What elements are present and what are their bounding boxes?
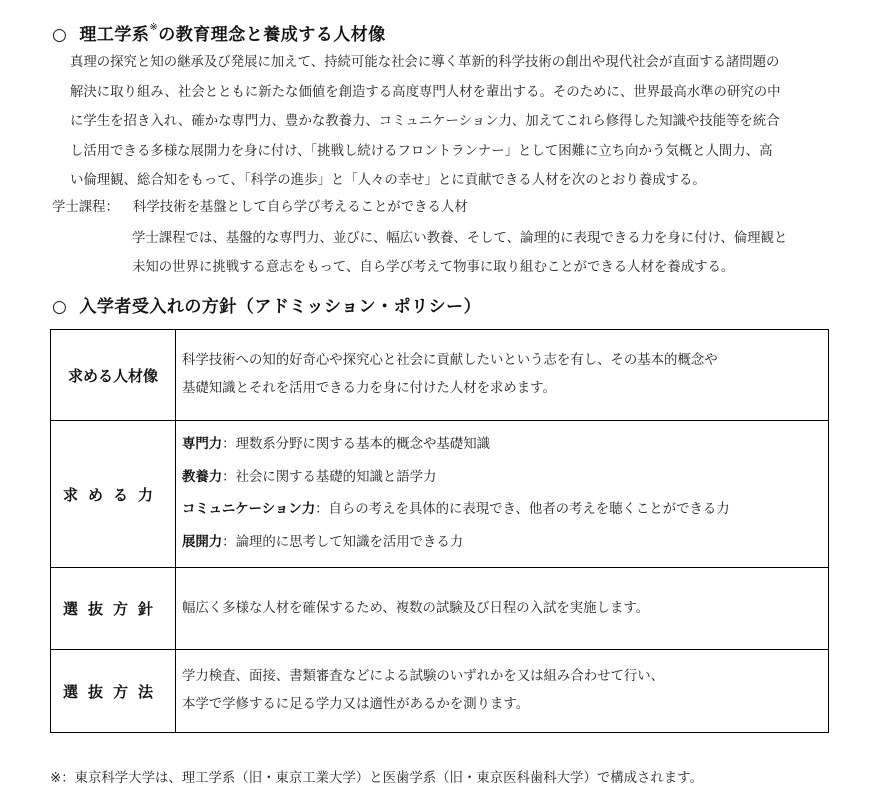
degree-program-description xyxy=(132,224,832,282)
paragraph-line: い倫理観、総合知をもって、「科学の進歩」と「人々の幸せ」とに貢献できる人材を次のとおり養成する。 xyxy=(70,173,706,189)
circle-marker-icon: ○ xyxy=(52,25,68,45)
ability-separator: ： xyxy=(222,437,236,452)
degree-program-heading xyxy=(52,197,468,219)
description-line: 未知の世界に挑戦する意志をもって、自ら学び考えて物事に取り組むことができる人材を養成する。 xyxy=(132,260,735,275)
row-content-desired-person xyxy=(176,330,829,421)
heading-title-suffix: の教育理念と養成する人材像 xyxy=(158,25,386,45)
paragraph-line: 解決に取り組み、社会とともに新たな価値を創造する高度専門人材を輩出する。そのために、世界最高水準の研究の中 xyxy=(70,84,781,100)
ability-description: 理数系分野に関する基本的概念や基礎知識 xyxy=(235,437,490,452)
ability-item xyxy=(182,429,822,462)
section-heading-admission-policy xyxy=(52,292,481,317)
row-content-required-abilities xyxy=(176,421,829,568)
row-label-required-abilities: 求める力 xyxy=(51,421,176,568)
description-line: 学士課程では、基盤的な専門力、並びに、幅広い教養、そして、論理的に表現できる力を身に付け、倫理観と xyxy=(132,231,788,246)
ability-term: 展開力 xyxy=(182,534,223,550)
footnote-mark: ※ xyxy=(149,22,159,33)
ability-separator: ： xyxy=(222,469,236,485)
circle-marker-icon: ○ xyxy=(52,297,68,317)
ability-term: コミュニケーション力 xyxy=(182,502,316,517)
row-label-selection-policy: 選抜方針 xyxy=(51,568,176,650)
degree-program-summary: 科学技術を基盤として自ら学び考えることができる人材 xyxy=(132,200,468,215)
admission-policy-table xyxy=(50,329,829,733)
content-line: 科学技術への知的好奇心や探究心と社会に貢献したいという志を有し、その基本的概念や xyxy=(182,353,718,368)
paragraph-line: し活用できる多様な展開力を身に付け、「挑戦し続けるフロントランナー」として困難に立ち向かう気概と人間力、高 xyxy=(70,143,773,159)
content-line: 基礎知識とそれを活用できる力を身に付けた人材を求めます。 xyxy=(182,381,556,396)
ability-description: 社会に関する基礎的知識と語学力 xyxy=(235,469,437,485)
row-label-selection-method: 選抜方法 xyxy=(51,650,176,733)
ability-separator: ： xyxy=(315,502,329,517)
heading-title: 理工学系 xyxy=(79,25,150,45)
heading-title: 入学者受入れの方針（アドミッション・ポリシー） xyxy=(79,297,482,317)
content-line: 幅広く多様な人材を確保するため、複数の試験及び日程の入試を実施します。 xyxy=(182,600,650,616)
degree-program-label: 学士課程： xyxy=(52,200,119,215)
ability-item xyxy=(182,462,822,495)
content-line: 本学で学修するに足る学力又は適性があるかを測ります。 xyxy=(182,697,530,712)
row-content-selection-method xyxy=(176,650,829,733)
table-row xyxy=(51,421,829,568)
ability-description: 自らの考えを具体的に表現でき、他者の考えを聴くことができる力 xyxy=(328,502,730,517)
ability-term: 専門力 xyxy=(182,437,223,452)
content-line: 学力検査、面接、書類審査などによる試験のいずれかを又は組み合わせて行い、 xyxy=(182,669,665,684)
ability-description: 論理的に思考して知識を活用できる力 xyxy=(235,534,464,550)
paragraph-line: に学生を招き入れ、確かな専門力、豊かな教養力、コミュニケーション力、加えてこれら修得した知識や技能等を統合 xyxy=(70,114,780,130)
paragraph-line: 真理の探究と知の継承及び発展に加えて、持続可能な社会に導く革新的科学技術の創出や現代社会が直面する諸問題の xyxy=(70,55,780,70)
cut-off-next-line xyxy=(50,786,840,792)
ability-term: 教養力 xyxy=(182,469,223,485)
table-row xyxy=(51,568,829,650)
footnote: ※：東京科学大学は、理工学系（旧・東京工業大学）と医歯学系（旧・東京医科歯科大学）で構成されます。 xyxy=(50,771,703,786)
section-heading-education xyxy=(52,20,386,45)
table-row xyxy=(51,330,829,421)
education-philosophy-paragraph xyxy=(70,48,830,196)
ability-item xyxy=(182,527,822,560)
ability-item xyxy=(182,494,822,527)
row-label-desired-person: 求める人材像 xyxy=(51,330,176,421)
table-row xyxy=(51,650,829,733)
row-content-selection-policy xyxy=(176,568,829,650)
ability-separator: ： xyxy=(222,534,236,550)
